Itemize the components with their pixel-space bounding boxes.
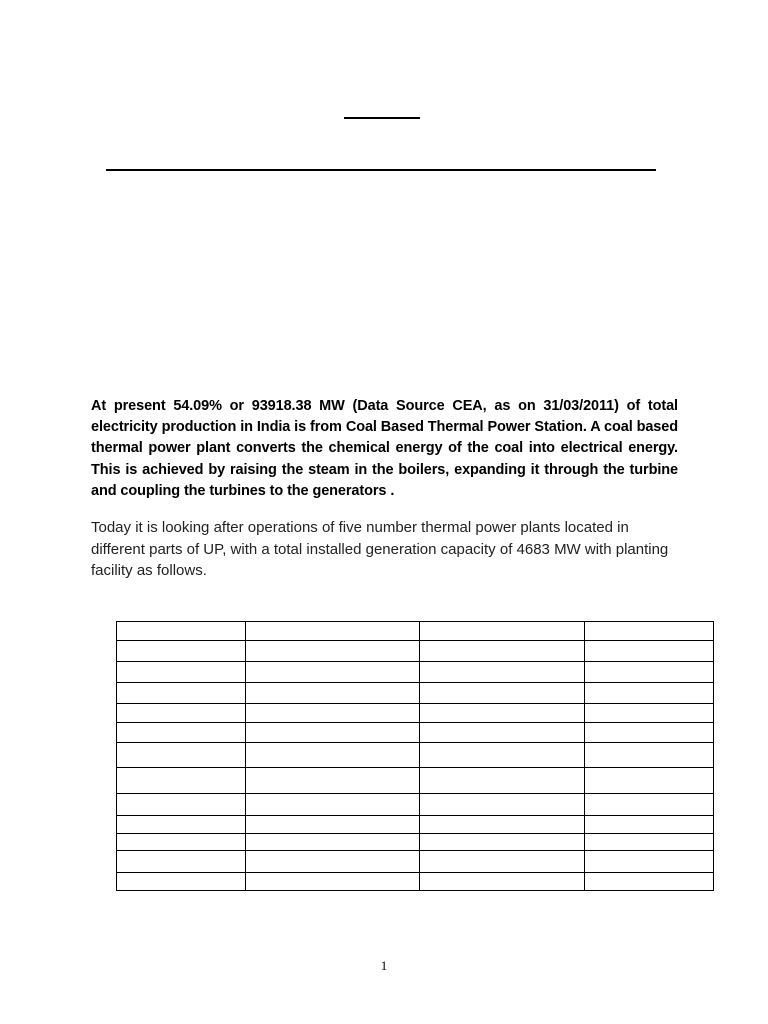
table-row xyxy=(117,834,714,851)
table-cell xyxy=(585,743,714,768)
table-cell xyxy=(117,704,246,723)
table-cell xyxy=(420,851,585,873)
table-cell xyxy=(585,851,714,873)
table-row xyxy=(117,743,714,768)
intro-paragraph: Today it is looking after operations of five number thermal power plants located in different parts of UP, with a total installed generation capacity of 4683 MW with planting facility as follows. xyxy=(91,519,669,579)
table-cell xyxy=(585,873,714,891)
table-cell xyxy=(420,816,585,834)
table-row xyxy=(117,816,714,834)
power-plants-table xyxy=(116,621,714,891)
table-row xyxy=(117,683,714,704)
table-cell xyxy=(117,873,246,891)
title-underline-short xyxy=(344,117,420,119)
table-cell xyxy=(246,873,420,891)
table-cell xyxy=(246,816,420,834)
table-cell xyxy=(246,641,420,662)
table-cell xyxy=(246,851,420,873)
table-cell xyxy=(117,816,246,834)
page-number: 1 xyxy=(380,958,388,973)
table-cell xyxy=(117,723,246,743)
table-cell xyxy=(246,622,420,641)
table-cell xyxy=(117,851,246,873)
table-cell xyxy=(117,768,246,794)
table-cell xyxy=(420,794,585,816)
table-cell xyxy=(117,683,246,704)
table-cell xyxy=(420,743,585,768)
table-cell xyxy=(420,768,585,794)
table-cell xyxy=(246,683,420,704)
table-cell xyxy=(246,743,420,768)
table-cell xyxy=(420,723,585,743)
table-cell xyxy=(585,622,714,641)
table-row xyxy=(117,704,714,723)
table-cell xyxy=(117,641,246,662)
table-cell xyxy=(117,834,246,851)
table-cell xyxy=(420,662,585,683)
table-cell xyxy=(117,794,246,816)
table-row xyxy=(117,851,714,873)
table-cell xyxy=(117,622,246,641)
table-row xyxy=(117,794,714,816)
table-cell xyxy=(585,683,714,704)
table-cell xyxy=(246,768,420,794)
table-cell xyxy=(117,743,246,768)
table-cell xyxy=(585,723,714,743)
table-cell xyxy=(246,834,420,851)
table-cell xyxy=(585,834,714,851)
table-row xyxy=(117,768,714,794)
table-cell xyxy=(246,704,420,723)
table-cell xyxy=(585,768,714,794)
table-row xyxy=(117,723,714,743)
table-cell xyxy=(246,794,420,816)
table-cell xyxy=(420,641,585,662)
table-row xyxy=(117,662,714,683)
table-cell xyxy=(420,834,585,851)
table-cell xyxy=(246,723,420,743)
table-cell xyxy=(420,873,585,891)
table-row xyxy=(117,622,714,641)
table-cell xyxy=(246,662,420,683)
title-underline-long xyxy=(106,169,656,171)
table-cell xyxy=(420,683,585,704)
table-cell xyxy=(585,662,714,683)
table-cell xyxy=(585,794,714,816)
table-cell xyxy=(420,622,585,641)
intro-paragraph-bold: At present 54.09% or 93918.38 MW (Data Source CEA, as on 31/03/2011) of total electricity production in India is from Coal Based Thermal Power Station. A coal based thermal power plant converts the chemical energy of the coal into electrical energy. This is achieved by raising the steam in the boilers, expanding it through the turbine and coupling the turbines to the generators . xyxy=(91,398,678,499)
table-cell xyxy=(585,641,714,662)
table-row xyxy=(117,641,714,662)
table-cell xyxy=(585,704,714,723)
table-row xyxy=(117,873,714,891)
table-cell xyxy=(117,662,246,683)
table-cell xyxy=(420,704,585,723)
table-cell xyxy=(585,816,714,834)
